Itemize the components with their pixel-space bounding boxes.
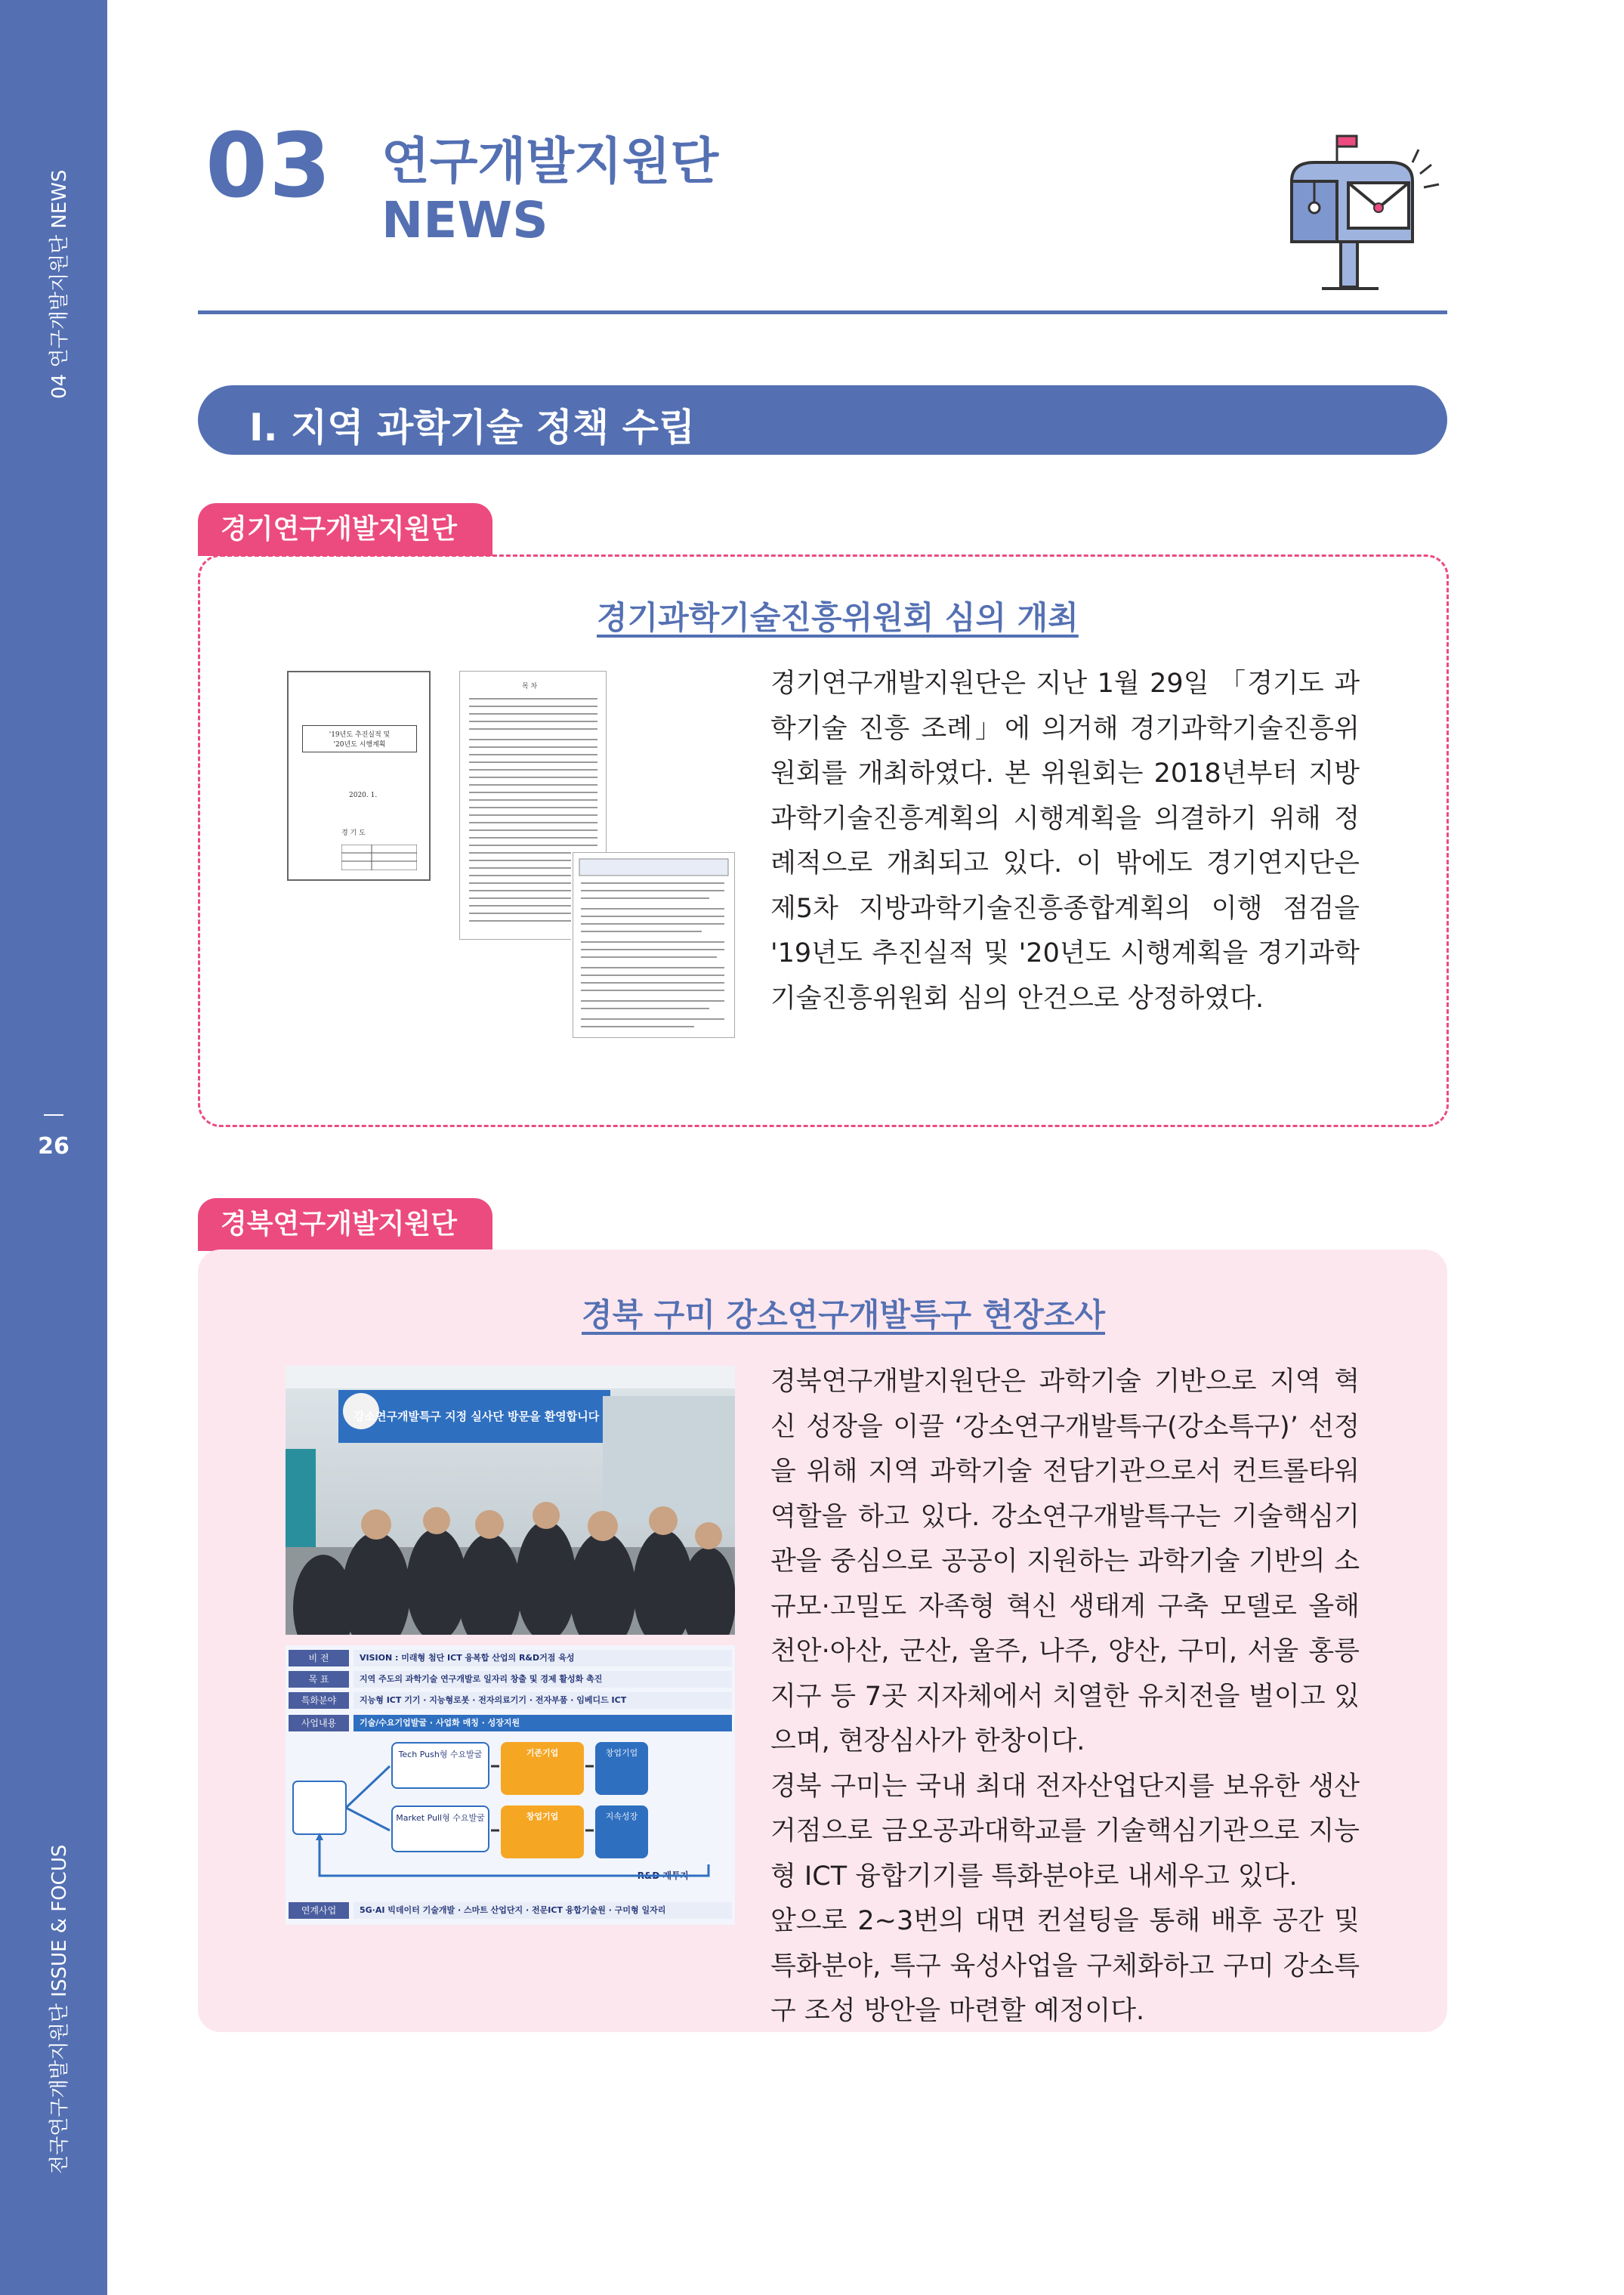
photo-banner-text: 강소연구개발특구 지정 실사단 방문을 환영합니다 xyxy=(354,1410,600,1423)
gyeongbuk-para-2: 경북 구미는 국내 최대 전자산업단지를 보유한 생산거점으로 금오공과대학교를 기술핵심기관으로 지능형 ICT 융합기기를 특화분야로 내세우고 있다. xyxy=(770,1771,1360,1892)
tab-gyeonggi: 경기연구개발지원단 xyxy=(198,503,492,556)
sidebar-bottom-label: 전국연구개발지원단 ISSUE & FOCUS xyxy=(48,1844,71,2174)
doc-cover-line2: '20년도 시행계획 xyxy=(333,741,386,749)
diagram-block: 창업기업 xyxy=(595,1742,648,1795)
gyeonggi-body: 경기연구개발지원단은 지난 1월 29일 「경기도 과학기술 진흥 조례」에 의거해 경기과학기술진흥위원회를 개최하였다. 본 위원회는 2018년부터 지방과학기술진흥계획의 시행계획을 의결하기 위해 정례적으로 개최되고 있다. 이 밖에도 경기연지단은 제5차 지방과학기술진흥종합계획의 이행 점검을 '19년도 추진실적 및 '20년도 시행계획을 경기과학기술진흥위원회 심의 안건으로 상정하였다. xyxy=(770,669,1360,1014)
doc-cover-table xyxy=(341,845,417,870)
doc-cover-title xyxy=(302,725,417,752)
diagram-arrows xyxy=(286,1736,735,1887)
page-title-line2: NEWS xyxy=(381,190,548,249)
diagram-block: 기존기업 xyxy=(501,1742,584,1795)
diagram-row-value: 지능형 ICT 기기 · 지능형로봇 · 전자의료기기 · 전자부품 · 임베디드 ICT xyxy=(354,1692,732,1709)
diagram-row xyxy=(286,1671,735,1689)
page-title-line1: 연구개발지원단 xyxy=(381,132,719,190)
page-title xyxy=(381,132,718,250)
doc-summary-lines xyxy=(573,853,734,1037)
diagram-row-label: 특화분야 xyxy=(289,1692,349,1709)
sidebar-divider xyxy=(44,1114,63,1116)
page-number: 26 xyxy=(38,1133,69,1160)
diagram-block: 창업기업 xyxy=(501,1805,584,1858)
section-band-title: Ⅰ. 지역 과학기술 정책 수립 xyxy=(249,406,696,449)
diagram-row xyxy=(286,1902,735,1920)
doc-cover-org: 경 기 도 xyxy=(341,829,366,837)
diagram-block: 지속성장 xyxy=(595,1805,648,1858)
diagram-row-label: 목 표 xyxy=(289,1671,349,1688)
diagram-row-label: 사업내용 xyxy=(289,1715,349,1731)
diagram-row-label: 비 전 xyxy=(289,1650,349,1666)
diagram-row xyxy=(286,1650,735,1668)
doc-cover-year: 2020. 1. xyxy=(349,792,378,799)
document-cover-image xyxy=(287,671,431,881)
vision-diagram xyxy=(286,1645,735,1925)
section-band xyxy=(198,385,1447,455)
diagram-block: Tech Push형 수요발굴 xyxy=(391,1742,489,1789)
diagram-row xyxy=(286,1692,735,1710)
doc-toc-title: 목 차 xyxy=(522,683,538,690)
diagram-row-value: VISION : 미래형 첨단 ICT 융복합 산업의 R&D거점 육성 xyxy=(354,1650,732,1666)
site-visit-photo-drawing xyxy=(286,1366,735,1635)
doc-cover-line1: '19년도 추진실적 및 xyxy=(329,731,391,739)
section-number: 03 xyxy=(205,113,333,218)
gyeongbuk-body xyxy=(770,1360,1360,2034)
diagram-row-label: 연계사업 xyxy=(289,1902,349,1919)
tab-gyeongbuk: 경북연구개발지원단 xyxy=(198,1198,492,1251)
diagram-row xyxy=(286,1715,735,1733)
mailbox-icon xyxy=(1277,128,1450,296)
diagram-row-value: 지역 주도의 과학기술 연구개발로 일자리 창출 및 경제 활성화 촉진 xyxy=(354,1671,732,1688)
document-summary-image xyxy=(573,852,735,1038)
header-divider xyxy=(198,310,1447,314)
diagram-block: Market Pull형 수요발굴 xyxy=(391,1805,489,1852)
diagram-row-value: 5G·AI 빅데이터 기술개발 · 스마트 산업단지 · 전문ICT 융합기술원 · 구미형 일자리 xyxy=(354,1902,732,1919)
gyeongbuk-para-1: 경북연구개발지원단은 과학기술 기반으로 지역 혁신 성장을 이끌 ‘강소연구개발특구(강소특구)’ 선정을 위해 지역 과학기술 전담기관으로서 컨트롤타워 역할을 하고 있다. 강소연구개발특구는 기술핵심기관을 중심으로 공공이 지원하는 과학기술 기반의 소규모·고밀도 자족형 혁신 생태계 구축 모델로 올해 천안·아산, 군산, 울주, 나주, 양산, 구미, 서울 홍릉지구 등 7곳 지자체에서 치열한 유치전을 벌이고 있으며, 현장심사가 한창이다. xyxy=(770,1367,1360,1756)
diagram-row-value: 기술/수요기업발굴 · 사업화 매칭 · 성장지원 xyxy=(354,1715,732,1731)
sidebar-top-label: 04 연구개발지원단 NEWS xyxy=(48,169,71,399)
gyeonggi-heading: 경기과학기술진흥위원회 심의 개최 xyxy=(597,599,1079,636)
site-visit-photo xyxy=(286,1366,735,1635)
gyeongbuk-para-3: 앞으로 2~3번의 대면 컨설팅을 통해 배후 공간 및 특화분야, 특구 육성사업을 구체화하고 구미 강소특구 조성 방안을 마련할 예정이다. xyxy=(770,1906,1360,2026)
diagram-block: R&D 재투자 xyxy=(637,1870,690,1881)
gyeongbuk-heading: 경북 구미 강소연구개발특구 현장조사 xyxy=(582,1296,1106,1333)
sidebar xyxy=(0,0,107,2295)
